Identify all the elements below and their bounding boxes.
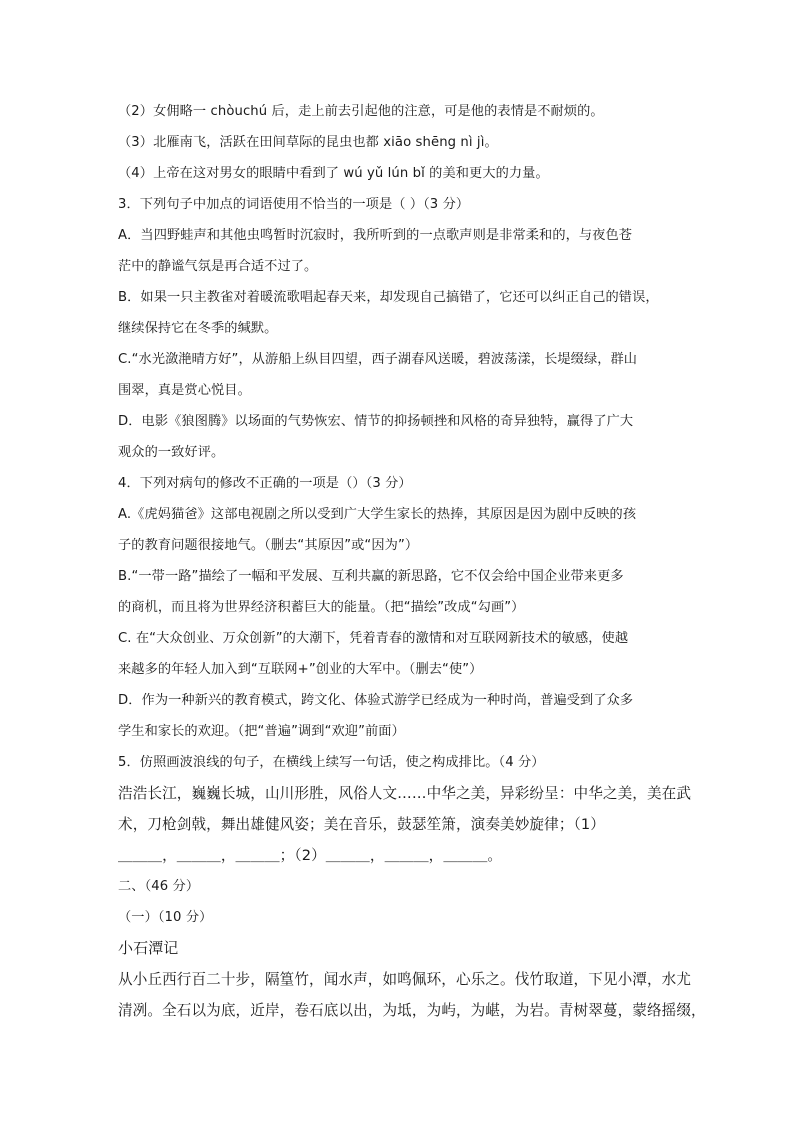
q4-option-a-line2: 子的教育问题很接地气。（删去“其原因”或“因为”） xyxy=(118,538,419,553)
q4-option-c-line1: C. 在“大众创业、万众创新”的大潮下，凭着青春的激情和对互联网新技术的敏感，使越 xyxy=(118,631,629,646)
passage-line1: 从小丘西行百二十步，隔篁竹，闻水声，如鸣佩环，心乐之。伐竹取道，下见小潭，水尤 xyxy=(118,971,692,988)
q3-option-d-line2: 观众的一致好评。 xyxy=(118,445,225,460)
passage-line2: 清冽。全石以为底，近岸，卷石底以出，为坻，为屿，为嵁，为岩。青树翠蔓，蒙络摇缀， xyxy=(118,1002,706,1019)
q2-item-2: （2）女佣略一 chòuchú 后，走上前去引起他的注意，可是他的表情是不耐烦的。 xyxy=(118,104,604,119)
q3-option-a-line1: A．当四野蛙声和其他虫鸣暂时沉寂时，我所听到的一点歌声则是非常柔和的，与夜色苍 xyxy=(118,228,633,243)
q3-option-d-line1: D．电影《狼图腾》以场面的气势恢宏、情节的抑扬顿挫和风格的奇异独特，赢得了广大 xyxy=(118,414,634,429)
q5-passage-line1: 浩浩长江，巍巍长城，山川形胜，风俗人文……中华之美，异彩纷呈：中华之美，美在武 xyxy=(118,785,692,802)
q4-option-b-line1: B.“一带一路”描绘了一幅和平发展、互利共赢的新思路，它不仅会给中国企业带来更多 xyxy=(118,569,624,584)
passage-title: 小石潭记 xyxy=(118,939,179,957)
q5-answer-blanks: ＿＿＿，＿＿＿，＿＿＿；（2）＿＿＿，＿＿＿，＿＿＿。 xyxy=(118,847,503,864)
q5-stem: 5．仿照画波浪线的句子，在横线上续写一句话，使之构成排比。（4 分） xyxy=(118,755,545,770)
q3-stem: 3．下列句子中加点的词语使用不恰当的一项是（ ）（3 分） xyxy=(118,197,470,212)
q4-option-a-line1: A.《虎妈猫爸》这部电视剧之所以受到广大学生家长的热捧，其原因是因为剧中反映的孩 xyxy=(118,507,637,522)
q2-item-3: （3）北雁南飞，活跃在田间草际的昆虫也都 xiāo shēng nì jì。 xyxy=(118,135,498,150)
q5-passage-line2: 术，刀枪剑戟，舞出雄健风姿；美在音乐，鼓瑟笙箫，演奏美妙旋律；（1） xyxy=(118,816,605,833)
q3-option-c-line1: C.“水光潋滟晴方好”，从游船上纵目四望，西子湖春风送暖，碧波荡漾，长堤缀绿，群山 xyxy=(118,352,638,367)
q3-option-b-line1: B．如果一只主教雀对着暖流歌唱起春天来，却发现自己搞错了，它还可以纠正自己的错误， xyxy=(118,290,659,305)
q3-option-a-line2: 茫中的静谧气氛是再合适不过了。 xyxy=(118,259,318,274)
q4-option-c-line2: 来越多的年轻人加入到“互联网+”创业的大军中。（删去“使”） xyxy=(118,662,483,677)
subsection-1-heading: （一）（10 分） xyxy=(118,910,213,925)
q2-item-4: （4）上帝在这对男女的眼睛中看到了 wú yǔ lún bǐ 的美和更大的力量。 xyxy=(118,166,549,181)
q3-option-b-line2: 继续保持它在冬季的缄默。 xyxy=(118,321,278,336)
q4-stem: 4．下列对病句的修改不正确的一项是（）（3 分） xyxy=(118,476,412,491)
q4-option-b-line2: 的商机，而且将为世界经济积蓄巨大的能量。（把“描绘”改成“勾画”） xyxy=(118,600,525,615)
q4-option-d-line2: 学生和家长的欢迎。（把“普遍”调到“欢迎”前面） xyxy=(118,724,405,739)
document-body xyxy=(118,96,706,1026)
q4-option-d-line1: D．作为一种新兴的教育模式，跨文化、体验式游学已经成为一种时尚，普遍受到了众多 xyxy=(118,693,634,708)
q3-option-c-line2: 围翠，真是赏心悦目。 xyxy=(118,383,251,398)
section-2-heading: 二、（46 分） xyxy=(118,879,200,894)
